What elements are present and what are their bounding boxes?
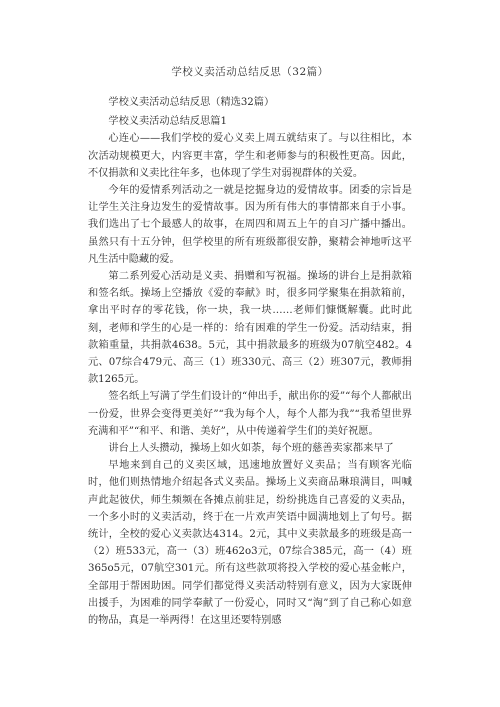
document-subtitle: 学校义卖活动总结反思（精选32篇） xyxy=(108,97,275,108)
document-body xyxy=(88,94,412,629)
section-heading: 学校义卖活动总结反思篇1 xyxy=(108,116,227,128)
document-title: 学校义卖活动总结反思（32篇） xyxy=(171,66,329,78)
paragraph: 第二系列爱心活动是义卖、捐赠和写祝福。操场的讲台上是捐款箱和签名纸。操场上空播放《爱的奉献》时，很多同学聚集在捐款箱前，拿出平时存的零花钱，你一块，我一块……老师们慷慨解囊。此时此刻，老师和学生的心是一样的：给有困难的学生一份爱。活动结束，捐款箱重量，共捐款4638。5元，其中捐款最多的班级为07航空482。4元、07综合479元、高三（1）班330元、高三（2）班307元，教师捐款1265元。 xyxy=(88,271,412,386)
paragraph: 早地来到自己的义卖区域，迅速地放置好义卖品；当有顾客光临时，他们则热情地介绍起各式义卖品。操场上义卖商品琳琅满目，叫喊声此起彼伏，师生频频在各摊点前驻足，纷纷挑选自己喜爱的义卖品，一个多小时的义卖活动，终于在一片欢声笑语中圆满地划上了句号。据统计，全校的爱心义卖款达4314。2元，其中义卖款最多的班级是高一（2）班533元，高一（3）班462o3元，07综合385元，高一（4）班365o5元，07航空301元。所有这些款项将投入学校的爱心基金帐户，全部用于帮困助困。同学们都觉得义卖活动特别有意义，因为大家既伸出援手，为困难的同学奉献了一份爱心，同时又“淘”到了自己称心如意的物品，真是一举两得！在这里还要特别感 xyxy=(88,460,412,627)
paragraph: 讲台上人头攒动，操场上如火如荼，每个班的慈善卖家都来早了 xyxy=(108,443,394,455)
paragraph: 今年的爱情系列活动之一就是挖掘身边的爱情故事。团委的宗旨是让学生关注身边发生的爱情故事。因为所有伟大的事情都来自于小事。我们选出了七个最感人的故事，在周四和周五上午的自习广播中播出。虽然只有十五分钟，但学校里的所有班级都很安静，聚精会神地听这平凡生活中隐藏的爱。 xyxy=(88,185,412,265)
paragraph: 签名纸上写满了学生们设计的“伸出手，献出你的爱”“每个人都献出一份爱，世界会变得更美好”“我为每个人，每个人都为我”“我希望世界充满和平”“和平、和谐、美好”，从中传递着学生们的美好祝愿。 xyxy=(88,391,412,437)
paragraph: 心连心——我们学校的爱心义卖上周五就结束了。与以往相比，本次活动规模更大，内容更丰富，学生和老师参与的积极性更高。因此，不仅捐款和义卖比往年多，也体现了学生对弱视群体的关爱。 xyxy=(88,133,412,179)
